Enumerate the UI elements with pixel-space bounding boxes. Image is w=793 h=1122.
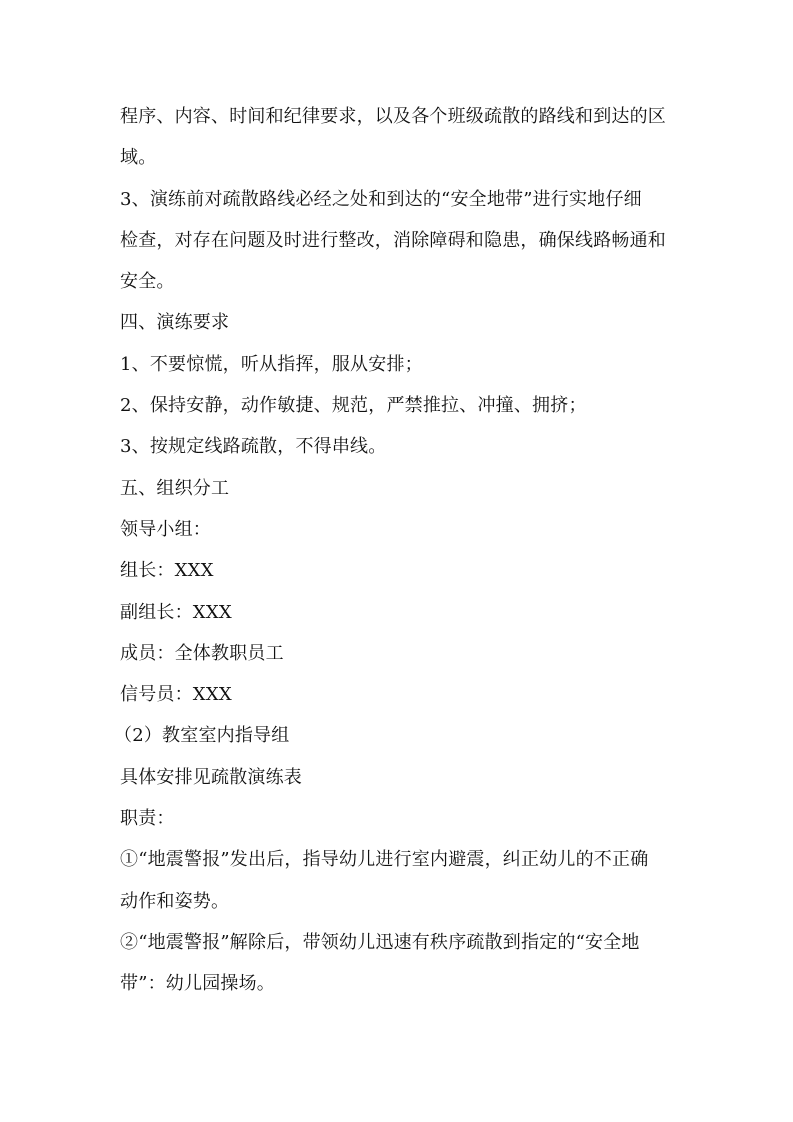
paragraph-line: 动作和姿势。	[120, 890, 230, 912]
subsection-label: 领导小组：	[120, 518, 211, 540]
paragraph-line: 安全。	[120, 271, 175, 293]
role-line: 成员：全体教职员工	[120, 642, 284, 664]
paragraph-line: 带”：幼儿园操场。	[120, 973, 276, 995]
paragraph-line: 域。	[120, 147, 157, 169]
subsection-label: 职责：	[120, 808, 175, 830]
section-heading: 四、演练要求	[120, 312, 230, 334]
role-line: 副组长：XXX	[120, 601, 232, 623]
document-body	[114, 96, 676, 1005]
section-heading: 五、组织分工	[120, 477, 230, 499]
role-line: 信号员：XXX	[120, 684, 232, 706]
list-item: 2、保持安静，动作敏捷、规范，严禁推拉、冲撞、拥挤；	[120, 395, 587, 417]
role-line: 组长：XXX	[120, 560, 214, 582]
paragraph-line: 具体安排见疏散演练表	[120, 766, 302, 788]
duty-item: ②“地震警报”解除后，带领幼儿迅速有秩序疏散到指定的“安全地	[120, 931, 640, 953]
list-item: 1、不要惊慌，听从指挥，服从安排；	[120, 353, 423, 375]
paragraph-line: 程序、内容、时间和纪律要求，以及各个班级疏散的路线和到达的区	[120, 106, 666, 127]
duty-item: ①“地震警报”发出后，指导幼儿进行室内避震，纠正幼儿的不正确	[120, 849, 649, 871]
list-item: 3、按规定线路疏散，不得串线。	[120, 436, 387, 458]
subsection-heading: （2）教室室内指导组	[114, 725, 290, 747]
paragraph-line: 3、演练前对疏散路线必经之处和到达的“安全地带”进行实地仔细	[120, 188, 642, 210]
paragraph-line: 检查，对存在问题及时进行整改，消除障碍和隐患，确保线路畅通和	[120, 229, 666, 251]
